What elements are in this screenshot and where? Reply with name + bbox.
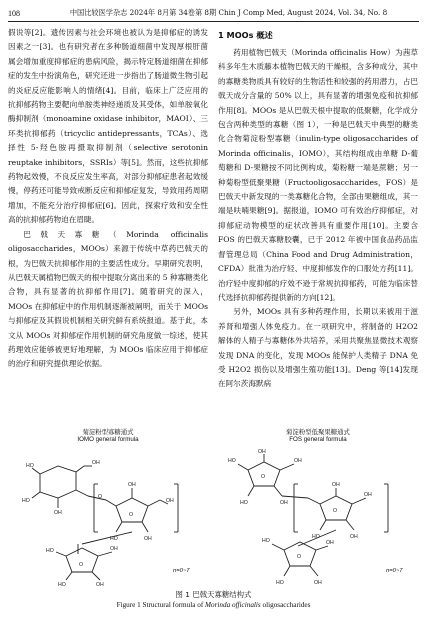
iomo-title-cn: 菊淀粉型寡糖通式 bbox=[82, 428, 134, 436]
fos-subtitle bbox=[233, 428, 403, 444]
journal-header: 中国比较医学杂志 2024年 8月第 34卷第 8期 Chin J Comp Med, August 2024, Vol. 34, No. 8 bbox=[69, 8, 388, 17]
iomo-subtitle bbox=[28, 428, 188, 444]
svg-text:O: O bbox=[129, 512, 134, 518]
svg-text:OH: OH bbox=[258, 449, 266, 455]
svg-text:HO: HO bbox=[26, 463, 34, 469]
n-range-label: n=0~7 bbox=[173, 568, 190, 574]
svg-text:OH: OH bbox=[364, 492, 372, 498]
svg-text:O: O bbox=[333, 508, 338, 514]
caption-en-suffix: oligosaccharides bbox=[260, 601, 311, 609]
svg-text:OH: OH bbox=[280, 500, 288, 506]
caption-en-prefix: Figure 1 Structural formula of bbox=[116, 601, 206, 609]
paragraph: 巴戟天寡糖（Morinda officinalis oligosaccharides，MOOs）来源于传统中草药巴戟天的根，为巴戟天抗抑郁作用的主要活性成分。早期研究表明，从巴戟天属植物巴戟天的根中提取分离出来的 5 种寡糖类化合物，具有显著的抗抑郁作用[7]。随着研究的深入，MOOs 在抑郁症中的作用机制逐渐被阐明，而关于 MOOs 与抑郁症及其假说机制相关研究鲜有系统报道。基于此，本文从 MOOs 对抑郁症作用机制的研究角度做一综述，使其药理效应能够被更好地理解，为 MOOs 临床应用于抑郁症的治疗和研究提供理论依据。 bbox=[8, 229, 208, 369]
svg-text:OH: OH bbox=[166, 498, 174, 504]
running-header bbox=[8, 6, 419, 20]
iomo-title-en: IOMO general formula bbox=[77, 436, 139, 443]
svg-text:OH: OH bbox=[144, 536, 152, 542]
n-range-label: n=0~7 bbox=[386, 568, 403, 574]
svg-text:HO: HO bbox=[22, 498, 30, 504]
section-heading: 1 MOOs 概述 bbox=[218, 30, 273, 40]
paragraph: 另外，MOOs 具有多种药理作用，长期以来被用于滋养肾和增强人体免疫力。在一项研究中，将制备的 H2O2 解体的人精子与寡糖体外共培养，采用共聚焦显微技术观察发现 DNA 的变化，发现 MOOs 能保护人类精子 DNA 免受 H2O2 损伤以及增强生殖功能[13]。Deng 等[14]发现在阿尔茨海默病 bbox=[218, 307, 418, 389]
caption-en-species: Morinda officinalis bbox=[205, 601, 261, 609]
svg-text:O: O bbox=[98, 494, 103, 500]
svg-text:HO: HO bbox=[276, 580, 284, 586]
svg-text:OH: OH bbox=[350, 534, 358, 540]
left-column bbox=[8, 26, 208, 369]
svg-text:HO: HO bbox=[110, 536, 118, 542]
paragraph: 假说等[2]。遗传因素与社会环境也被认为是抑郁症的诱发因素之一[3]。也有研究者在多种肠道细菌中发现厚根肝菌属会增加重度抑郁症的患病风险，揭示特定肠道细菌在抑郁症的发生中扮演角色，研究还进一步指出了肠道微生物引起的炎症反应能影响人的情绪[4]。目前，临床上广泛应用的抗抑郁药物主要靶向单胺类神经递质及其受体，如单胺氧化酶抑制剂（monoamine oxidase inhibitor，MAOI）、三环类抗抑郁药（tricyclic antidepressants，TCAs）、选择性 5-羟色胺再摄取抑制剂（selective serotonin reuptake inhibitors，SSRIs）等[5]。然而，这些抗抑郁药物起效慢，不良反应发生率高，对部分抑郁症患者起效缓慢，停药还可能导致戒断反应和抑郁症复发，导致用药周期增加，不能充分治疗抑郁症[6]。因此，探索疗效和安全性高的抗抑郁药物迫在眉睫。 bbox=[8, 28, 208, 225]
svg-text:HO: HO bbox=[240, 500, 248, 506]
page-number: 108 bbox=[8, 8, 20, 18]
iomo-structure-diagram bbox=[18, 448, 208, 588]
svg-text:O: O bbox=[261, 474, 266, 480]
svg-text:HO: HO bbox=[46, 548, 54, 554]
figure-caption-cn: 图 1 巴戟天寡糖结构式 bbox=[175, 590, 252, 599]
svg-text:OH: OH bbox=[54, 510, 62, 516]
svg-text:O: O bbox=[297, 554, 302, 560]
svg-text:OH: OH bbox=[332, 482, 340, 488]
svg-text:HO: HO bbox=[228, 458, 236, 464]
svg-text:OH: OH bbox=[92, 460, 100, 466]
figure-1 bbox=[8, 428, 419, 588]
right-column bbox=[218, 26, 418, 441]
fos-structure-diagram bbox=[228, 448, 418, 588]
svg-text:OH: OH bbox=[110, 546, 118, 552]
svg-text:HO: HO bbox=[262, 538, 270, 544]
svg-text:O: O bbox=[79, 562, 84, 568]
svg-text:OH: OH bbox=[128, 482, 136, 488]
svg-text:HO: HO bbox=[58, 582, 66, 588]
paragraph: 药用植物巴戟天（Morinda officinalis How）为茜草科多年生木质藤本植物巴戟天的干燥根，含多种成分，其中的寡糖类物质具有较好的生物活性和较强的药用潜力，占巴戟天成分含量的 50% 以上，具有显著的增强免疫和抗抑郁作用[8]。MOOs 是从巴戟天根中提取的低聚糖，化学成分包含两种类型的寡糖（图 1），一种是巴戟天中典型的糖类化合物菊淀粉型寡糖（inulin-type oligosaccharides of Morinda officinalis，IOMO），其结构组成由单糖 D-葡萄糖和 D-果糖按不同比例构成，菊粉糖一端是蔗糖；另一种菊粉型低聚果糖（Fructooligosaccharides，FOS）是巴戟天中新发现的一类寡糖化合物，全部由果糖组成，其一端是呋喃果糖[9]。据报道，IOMO 可有效治疗抑郁症，对抑郁症动物模型的症状改善具有重要作用[10]。主要含 FOS 的巴戟天寡糖胶囊，已于 2012 年被中国食品药品监督管理总局（China Food and Drug Administration，CFDA）批准为治疗轻、中度抑郁发作的口服处方药[11]。治疗轻中度抑郁的疗效不逊于常规抗抑郁药，可能为临床替代选择抗抑郁药提供新的方向[12]。 bbox=[218, 48, 418, 302]
header-rule bbox=[8, 21, 419, 22]
svg-text:OH: OH bbox=[96, 582, 104, 588]
fos-title-en: FOS general formula bbox=[289, 436, 347, 443]
figure-caption-en bbox=[8, 601, 419, 609]
fos-title-cn: 菊淀粉型低聚果糖通式 bbox=[286, 428, 350, 436]
svg-text:HO: HO bbox=[312, 534, 320, 540]
svg-text:OH: OH bbox=[294, 458, 302, 464]
svg-text:OH: OH bbox=[326, 540, 334, 546]
svg-text:OH: OH bbox=[314, 580, 322, 586]
